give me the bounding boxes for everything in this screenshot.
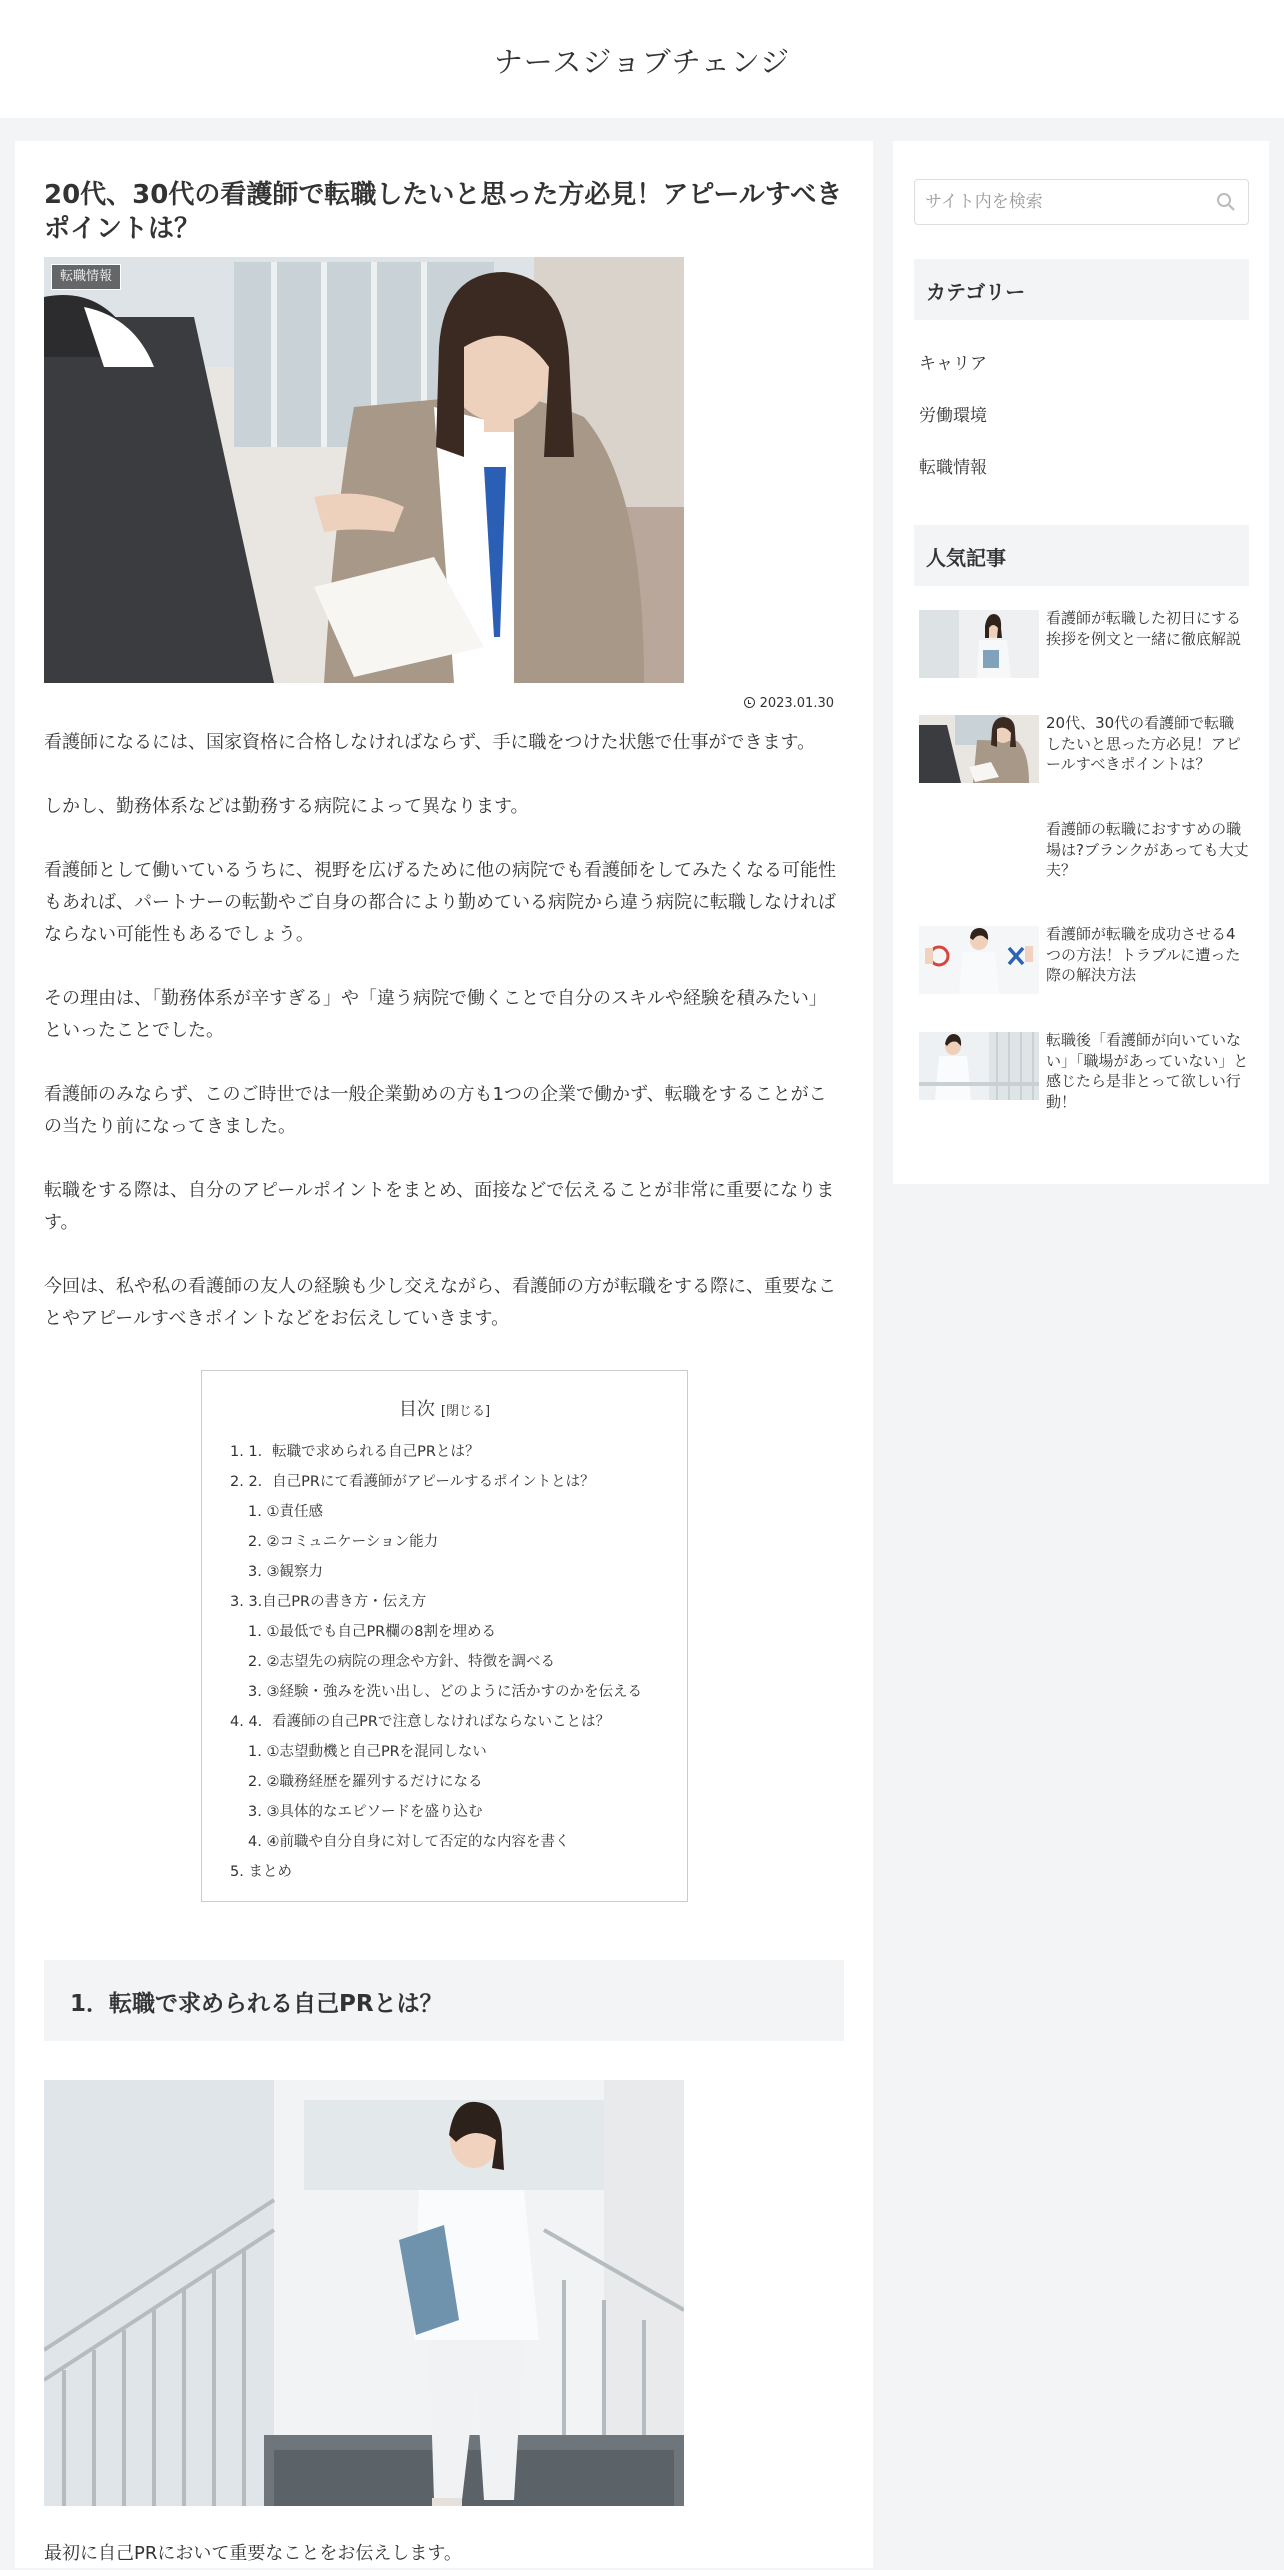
article-title: 20代、30代の看護師で転職したいと思った方必見！アピールすべきポイントは？: [44, 180, 843, 244]
interview-photo: [44, 257, 684, 683]
toc-item[interactable]: 5. まとめ: [230, 1864, 292, 1880]
category-link[interactable]: 労働環境: [919, 406, 987, 426]
search-input[interactable]: [925, 190, 1205, 214]
popular-post-title[interactable]: 看護師が転職した初日にする挨拶を例文と一緒に徹底解説: [1046, 609, 1242, 648]
popular-widget-title: [914, 525, 1249, 586]
popular-post-item[interactable]: [919, 610, 1249, 680]
toc-subitem[interactable]: 3. ③観察力: [248, 1564, 323, 1580]
section-heading: [44, 1960, 844, 2041]
category-badge[interactable]: 転職情報: [51, 264, 121, 290]
site-title[interactable]: ナースジョブチェンジ: [493, 45, 791, 79]
popular-post-item[interactable]: [919, 926, 1249, 996]
toc-subitem[interactable]: 3. ③具体的なエピソードを盛り込む: [248, 1804, 483, 1820]
article-paragraph: 看護師のみならず、このご時世では一般企業勤めの方も1つの企業で働かず、転職をすることがこの当たり前になってきました。: [44, 1084, 827, 1137]
toc-item[interactable]: 4. 4．看護師の自己PRで注意しなければならないことは？: [230, 1714, 610, 1730]
toc-item[interactable]: 1. 1．転職で求められる自己PRとは？: [230, 1444, 480, 1460]
popular-post-title[interactable]: 20代、30代の看護師で転職したいと思った方必見！アピールすべきポイントは？: [1046, 714, 1242, 773]
post-date-text: 2023.01.30: [759, 696, 834, 711]
article-paragraph: しかし、勤務体系などは勤務する病院によって異なります。: [44, 796, 529, 817]
nurse-stairs-photo: [44, 2080, 684, 2506]
toc-title: 目次: [398, 1399, 435, 1420]
toc-list: [230, 1437, 680, 1887]
popular-post-item[interactable]: [919, 821, 1249, 891]
toc-subitem[interactable]: 2. ②職務経歴を羅列するだけになる: [248, 1774, 483, 1790]
sidebar: [893, 141, 1269, 1184]
toc-subitem[interactable]: 1. ①責任感: [248, 1504, 323, 1520]
toc-subitem[interactable]: 1. ①最低でも自己PR欄の8割を埋める: [248, 1624, 496, 1640]
popular-post-title[interactable]: 転職後「看護師が向いていない」「職場があっていない」と感じたら是非とって欲しい行動！: [1046, 1031, 1249, 1111]
toc-item[interactable]: 2. 2．自己PRにて看護師がアピールするポイントとは？: [230, 1474, 595, 1490]
category-link[interactable]: 転職情報: [919, 458, 987, 478]
popular-post-thumbnail[interactable]: [919, 1032, 1039, 1100]
popular-post-thumbnail[interactable]: [919, 715, 1039, 783]
toc-subitem[interactable]: 4. ④前職や自分自身に対して否定的な内容を書く: [248, 1834, 570, 1850]
toc-subitem[interactable]: 2. ②コミュニケーション能力: [248, 1534, 439, 1550]
post-date: [744, 696, 834, 711]
toc-toggle-button[interactable]: [閉じる]: [440, 1404, 491, 1419]
category-link[interactable]: キャリア: [919, 354, 987, 374]
table-of-contents: [201, 1370, 688, 1902]
section-heading-text: 1．転職で求められる自己PRとは？: [70, 1991, 443, 2017]
popular-post-item[interactable]: [919, 1031, 1249, 1111]
search-icon[interactable]: [1216, 192, 1236, 212]
clock-icon: [744, 697, 755, 708]
article-paragraph: 看護師として働いているうちに、視野を広げるために他の病院でも看護師をしてみたくなる可能性もあれば、パートナーの転勤やご自身の都合により勤めている病院から違う病院に転職しなければならない可能性もあるでしょう。: [44, 860, 836, 945]
category-widget-title: [914, 259, 1249, 320]
main-content: [15, 141, 873, 2568]
popular-post-thumbnail[interactable]: [919, 926, 1039, 994]
toc-item[interactable]: 3. 3.自己PRの書き方・伝え方: [230, 1594, 427, 1610]
toc-header: [202, 1395, 687, 1421]
article-paragraph: 最初に自己PRにおいて重要なことをお伝えします。: [44, 2543, 462, 2564]
popular-widget-title-text: 人気記事: [926, 546, 1006, 570]
article-paragraph: 看護師になるには、国家資格に合格しなければならず、手に職をつけた状態で仕事ができます。: [44, 732, 816, 753]
popular-post-title[interactable]: 看護師が転職を成功させる4つの方法！トラブルに遭った際の解決方法: [1046, 925, 1241, 984]
category-widget-title-text: カテゴリー: [926, 280, 1026, 304]
popular-post-thumbnail[interactable]: [919, 821, 1039, 889]
article-eyecatch-image: [44, 257, 684, 683]
toc-subitem[interactable]: 3. ③経験・強みを洗い出し、どのように活かすのかを伝える: [248, 1684, 642, 1700]
popular-post-title[interactable]: 看護師の転職におすすめの職場は?ブランクがあっても大丈夫？: [1046, 820, 1249, 879]
article-paragraph: 今回は、私や私の看護師の友人の経験も少し交えながら、看護師の方が転職をする際に、重要なことやアピールすべきポイントなどをお伝えしていきます。: [44, 1276, 836, 1329]
section-image: [44, 2080, 684, 2506]
search-box: [914, 179, 1249, 225]
toc-subitem[interactable]: 1. ①志望動機と自己PRを混同しない: [248, 1744, 487, 1760]
popular-post-thumbnail[interactable]: [919, 610, 1039, 678]
article-paragraph: 転職をする際は、自分のアピールポイントをまとめ、面接などで伝えることが非常に重要になります。: [44, 1180, 835, 1233]
toc-subitem[interactable]: 2. ②志望先の病院の理念や方針、特徴を調べる: [248, 1654, 555, 1670]
article-paragraph: その理由は、「勤務体系が辛すぎる」や「違う病院で働くことで自分のスキルや経験を積みたい」といったことでした。: [44, 988, 827, 1041]
site-header: [0, 0, 1284, 118]
popular-post-item[interactable]: [919, 715, 1249, 785]
